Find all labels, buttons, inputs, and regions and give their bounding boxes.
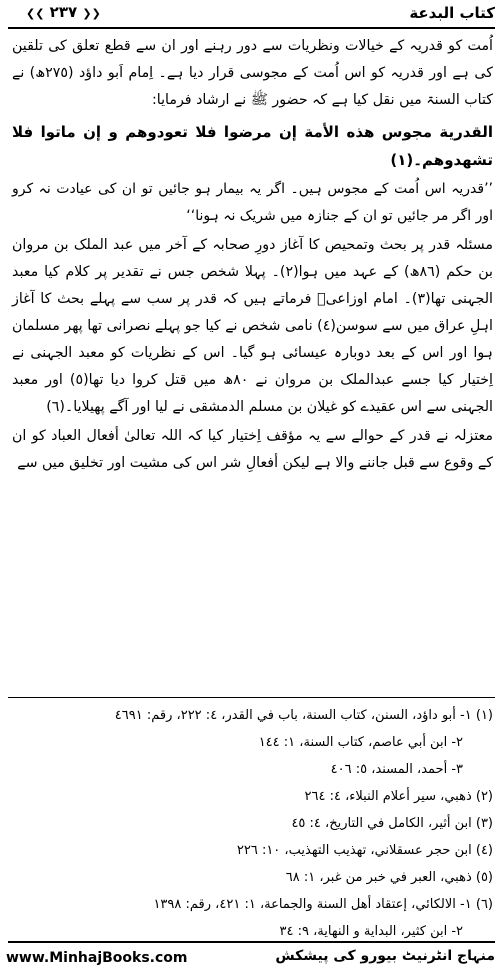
footnote-item: ٣- أحمد، المسند، ٥: ٤٠٦ [330, 762, 463, 777]
page-number-value: ٢٣٧ [49, 3, 78, 21]
main-text [12, 33, 493, 477]
ornament-icon: ❯❯ [26, 7, 45, 20]
arabic-hadith: القدرية مجوس هذه الأمة إن مرضوا فلا تعودوهم و إن ماتوا فلا تشهدوهم۔(١) [12, 123, 493, 169]
footnote-item: (٦) ١- الالكائي، إعتقاد أهل السنة والجماعة، ١: ٤٢١، رقم: ١٣٩٨ [153, 897, 493, 912]
footnote-item: ٢- ابن أبي عاصم، كتاب السنة، ١: ١٤٤ [258, 735, 463, 750]
footnote-item: (٣) ابن أثير، الكامل في التاريخ، ٤: ٤٥ [291, 816, 493, 831]
footer-divider [8, 941, 495, 943]
page-header [0, 0, 503, 28]
footnote-item: (٢) ذهبي، سير أعلام النبلاء، ٤: ٢٦٤ [304, 789, 493, 804]
paragraph-history: مسئلہ قدر پر بحث وتمحیص کا آغاز دورِ صحابہ کے آخر میں عبد الملک بن مروان بن حکم (٨٦ھ) کے عہد میں ہوا(٢)۔ پہلا شخص جس نے تقدیر پر کلام کیا معبد الجہنی تھا(٣)۔ امام اوزاعیؒ فرماتے ہیں کہ قدر پر سب سے پہلے بحث کا آغاز اہلِ عراق میں سے سوسن(٤) نامی شخص نے کیا جو پہلے نصرانی تھا پھر مسلمان ہوا اور اس کے بعد دوبارہ عیسائی ہو گیا۔ اس کے نظریات کو معبد الجہنی نے اِختیار کیا جسے عبدالملک بن مروان نے ٨٠ھ میں قتل کروا دیا تھا(٥) اور معبد الجہنی سے اس عقیدے کو غیلان بن مسلم الدمشقی نے لیا اور آگے پھیلایا۔(٦) [12, 237, 493, 415]
hadith-translation: ’’قدریہ اس اُمت کے مجوس ہیں۔ اگر یہ بیمار ہو جائیں تو ان کی عیادت نہ کرو اور اگر مر جائیں تو ان کے جنازہ میں شریک نہ ہونا‘‘ [12, 181, 493, 224]
footnotes [12, 702, 493, 945]
publisher-credit: منہاج انٹرنیٹ بیورو کی پیشکش [275, 948, 495, 964]
paragraph-intro: اُمت کو قدریہ کے خیالات ونظریات سے دور رہنے اور ان سے قطع تعلق کی تلقین کی ہے اور قدریہ کو اس اُمت کے مجوسی قرار دیا ہے۔ اِمام اَبو داؤد (٢٧٥ھ) نے کتاب السنۃ میں نقل کیا ہے کہ حضور ﷺ نے ارشاد فرمایا: [12, 38, 493, 108]
ornament-icon: ❮❮ [82, 7, 101, 20]
website-link[interactable]: www.MinhajBooks.com [6, 950, 188, 966]
footnote-divider [8, 697, 495, 698]
footnote-item: (٥) ذهبي، العبر في خبر من غبر، ١: ٦٨ [285, 870, 493, 885]
book-title: كتاب البدعة [409, 4, 495, 22]
page-number [26, 3, 101, 21]
paragraph-mutazila: معتزلہ نے قدر کے حوالے سے یہ مؤقف اِختیار کیا کہ اللہ تعالیٰ أفعال العباد کو ان کے وقوع سے قبل جاننے والا ہے لیکن أفعالِ شر اس کی مشیت اور تخلیق میں سے [12, 428, 493, 471]
footnote-item: (٤) ابن حجر عسقلاني، تهذيب التهذيب، ١٠: ٢٢٦ [236, 843, 493, 858]
footnote-item: (١) ١- أبو داؤد، السنن، كتاب السنة، باب في القدر، ٤: ٢٢٢، رقم: ٤٦٩١ [114, 708, 493, 723]
footnote-item: ٢- ابن كثير، البداية و النهاية، ٩: ٣٤ [279, 924, 463, 939]
header-divider [8, 27, 495, 29]
